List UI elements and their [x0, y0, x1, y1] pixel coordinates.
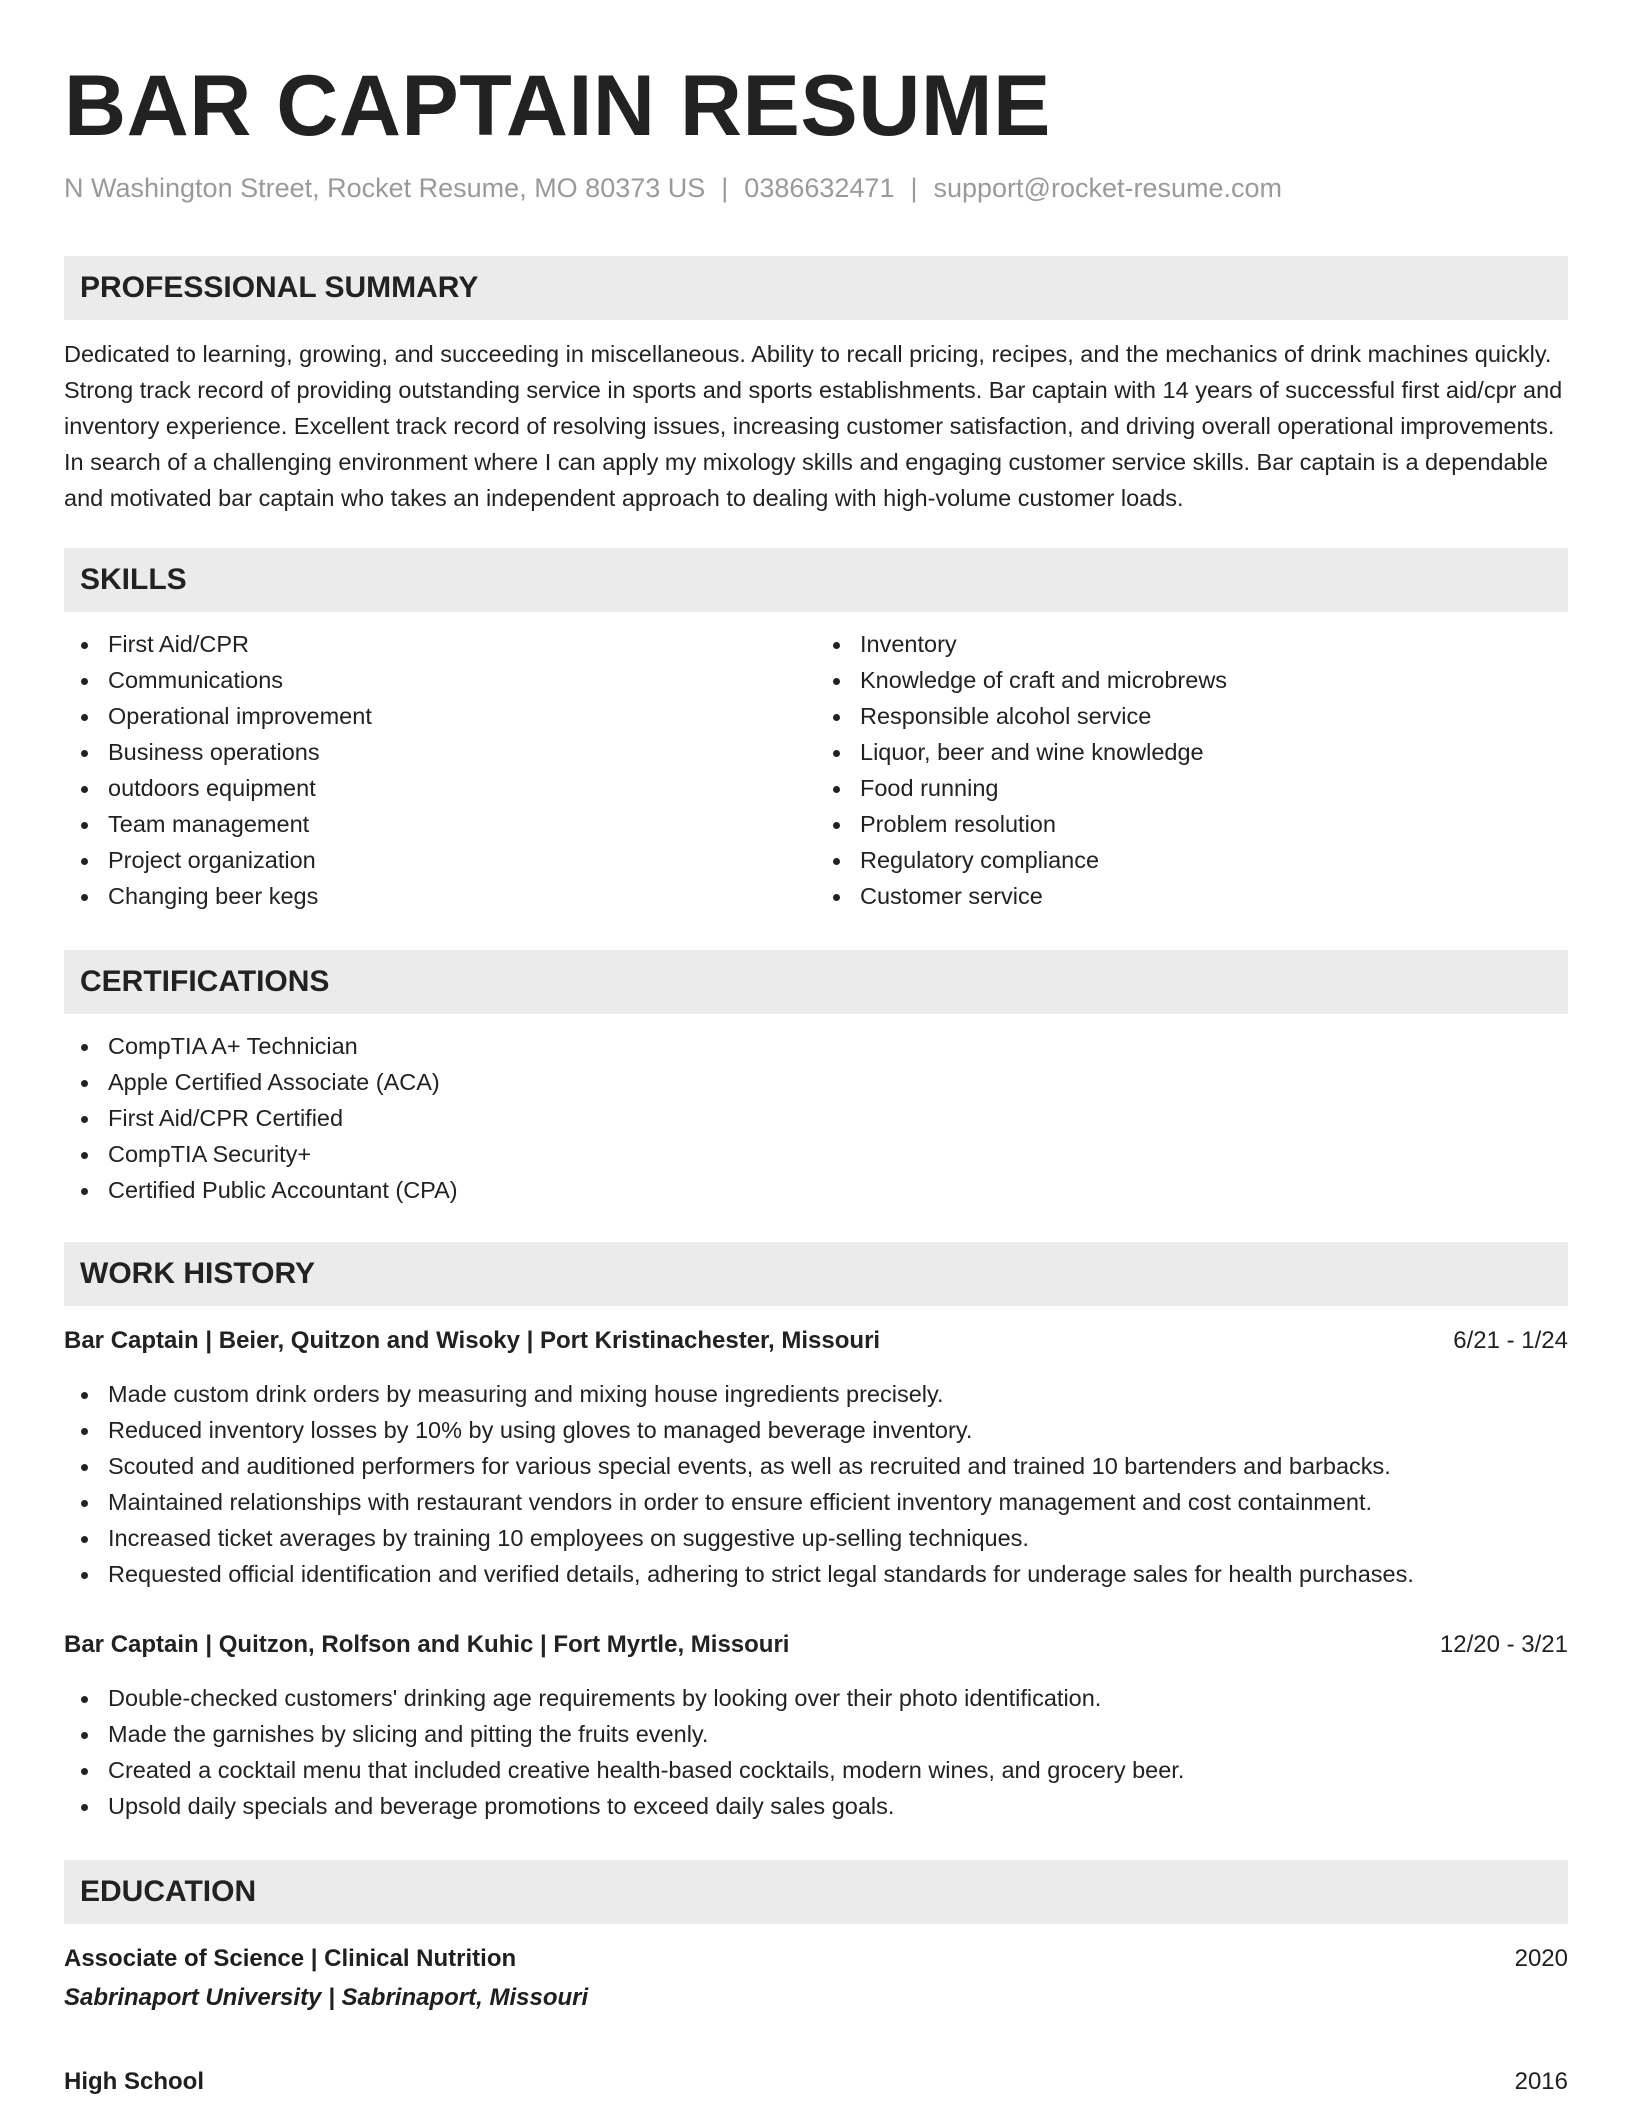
education-entry	[64, 1942, 1568, 2015]
skill-item: Project organization	[108, 842, 816, 878]
summary-text: Dedicated to learning, growing, and succeeding in miscellaneous. Ability to recall pricing, recipes, and the mechanics of drink machines quickly. Strong track record of providing outstanding service in sports and sports establishments. Bar captain with 14 years of successful first aid/cpr and inventory experience. Excellent track record of resolving issues, increasing customer satisfaction, and driving overall operational improvements. In search of a challenging environment where I can apply my mixology skills and engaging customer service skills. Bar captain is a dependable and motivated bar captain who takes an independent approach to dealing with high-volume customer loads.	[64, 341, 1563, 511]
address: N Washington Street, Rocket Resume, MO 80373 US	[64, 173, 706, 203]
contact-separator: |	[910, 173, 918, 203]
skill-item: Regulatory compliance	[860, 842, 1568, 878]
skills-section-header: SKILLS	[64, 548, 1568, 612]
skill-item: outdoors equipment	[108, 770, 816, 806]
job-heading: Bar Captain | Quitzon, Rolfson and Kuhic | Fort Myrtle, Missouri	[64, 1631, 790, 1658]
certifications-section-header: CERTIFICATIONS	[64, 950, 1568, 1014]
skills-columns	[64, 626, 1568, 914]
skill-item: Inventory	[860, 626, 1568, 662]
skill-item: Business operations	[108, 734, 816, 770]
contact-separator: |	[721, 173, 729, 203]
job-bullet: Made the garnishes by slicing and pitting the fruits evenly.	[108, 1716, 1568, 1752]
education-degree: Associate of Science | Clinical Nutrition	[64, 1945, 517, 1972]
job-bullet: Upsold daily specials and beverage promotions to exceed daily sales goals.	[108, 1788, 1568, 1824]
certification-item: Apple Certified Associate (ACA)	[108, 1064, 1568, 1100]
skill-item: Knowledge of craft and microbrews	[860, 662, 1568, 698]
skills-list-right	[816, 626, 1568, 914]
skill-item: Team management	[108, 806, 816, 842]
skill-item: Problem resolution	[860, 806, 1568, 842]
skill-item: First Aid/CPR	[108, 626, 816, 662]
skill-item: Communications	[108, 662, 816, 698]
education-year: 2016	[1514, 2068, 1568, 2095]
education-year: 2020	[1514, 1945, 1568, 1972]
skill-item: Liquor, beer and wine knowledge	[860, 734, 1568, 770]
education-section-header: EDUCATION	[64, 1860, 1568, 1924]
job-bullet: Requested official identification and verified details, adhering to strict legal standards for underage sales for health purchases.	[108, 1556, 1568, 1592]
certifications-list	[64, 1028, 1568, 1208]
job-bullet: Scouted and auditioned performers for various special events, as well as recruited and trained 10 bartenders and barbacks.	[108, 1448, 1568, 1484]
job-bullet: Made custom drink orders by measuring and mixing house ingredients precisely.	[108, 1376, 1568, 1412]
job-bullet: Double-checked customers' drinking age requirements by looking over their photo identification.	[108, 1680, 1568, 1716]
skills-list-left	[64, 626, 816, 914]
contact-line	[64, 170, 1568, 206]
job-bullet: Increased ticket averages by training 10 employees on suggestive up-selling techniques.	[108, 1520, 1568, 1556]
education-degree: High School	[64, 2068, 204, 2095]
work-history-section-header: WORK HISTORY	[64, 1242, 1568, 1306]
job-bullet: Reduced inventory losses by 10% by using gloves to managed beverage inventory.	[108, 1412, 1568, 1448]
certification-item: Certified Public Accountant (CPA)	[108, 1172, 1568, 1208]
job-bullets	[64, 1680, 1568, 1824]
education-heading-row	[64, 2065, 1568, 2099]
job-dates: 12/20 - 3/21	[1439, 1631, 1568, 1658]
certification-item: CompTIA Security+	[108, 1136, 1568, 1172]
certification-item: CompTIA A+ Technician	[108, 1028, 1568, 1064]
education-school: Sabrinaport University | Sabrinaport, Missouri	[64, 1984, 589, 2011]
job-heading-row	[64, 1324, 1568, 1358]
skill-item: Responsible alcohol service	[860, 698, 1568, 734]
email: support@rocket-resume.com	[933, 173, 1283, 203]
job-entry	[64, 1324, 1568, 1592]
job-bullet: Maintained relationships with restaurant vendors in order to ensure efficient inventory management and cost containment.	[108, 1484, 1568, 1520]
resume-page	[64, 0, 1568, 2099]
job-dates: 6/21 - 1/24	[1453, 1327, 1568, 1354]
skill-item: Operational improvement	[108, 698, 816, 734]
phone: 0386632471	[744, 173, 895, 203]
skill-item: Food running	[860, 770, 1568, 806]
skill-item: Customer service	[860, 878, 1568, 914]
resume-title: BAR CAPTAIN RESUME	[64, 58, 1051, 154]
job-bullets	[64, 1376, 1568, 1592]
job-heading: Bar Captain | Beier, Quitzon and Wisoky | Port Kristinachester, Missouri	[64, 1327, 881, 1354]
certification-item: First Aid/CPR Certified	[108, 1100, 1568, 1136]
job-heading-row	[64, 1628, 1568, 1662]
job-entry	[64, 1628, 1568, 1824]
education-entry	[64, 2065, 1568, 2099]
education-heading-row	[64, 1942, 1568, 1976]
skill-item: Changing beer kegs	[108, 878, 816, 914]
summary-section-header: PROFESSIONAL SUMMARY	[64, 256, 1568, 320]
job-bullet: Created a cocktail menu that included creative health-based cocktails, modern wines, and grocery beer.	[108, 1752, 1568, 1788]
